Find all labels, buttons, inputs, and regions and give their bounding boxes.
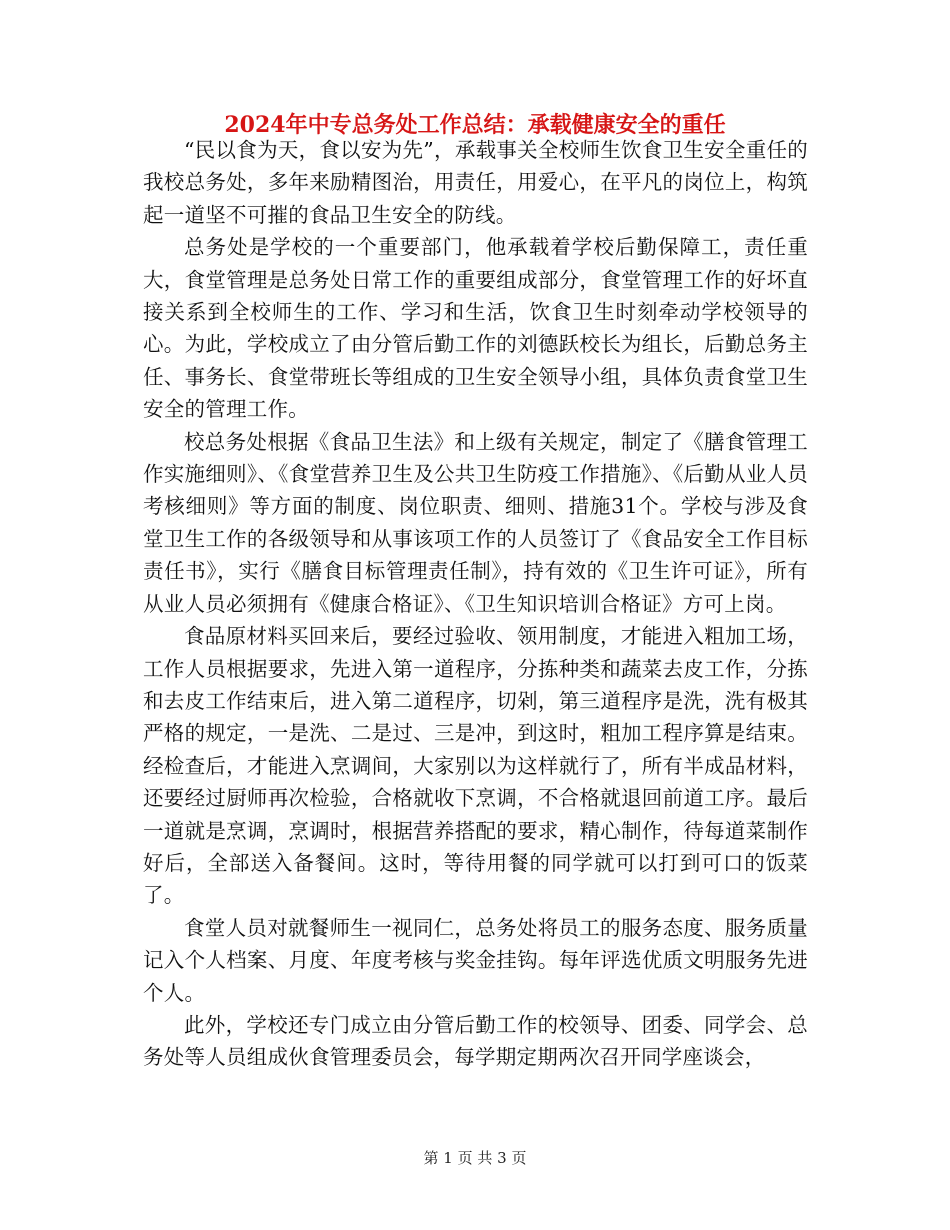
paragraph-4: 食品原材料买回来后，要经过验收、领用制度，才能进入粗加工场，工作人员根据要求，先进入第一道程序，分拣种类和蔬菜去皮工作，分拣和去皮工作结束后，进入第二道程序，切剁，第三道程序是洗，洗有极其严格的规定，一是洗、二是过、三是冲，到这时，粗加工程序算是结束。经检查后，才能进入烹调间，大家别以为这样就行了，所有半成品材料，还要经过厨师再次检验，合格就收下烹调，不合格就退回前道工序。最后一道就是烹调，烹调时，根据营养搭配的要求，精心制作，待每道菜制作好后，全部送入备餐间。这时，等待用餐的同学就可以打到可口的饭菜了。: [143, 624, 808, 908]
page-footer: [0, 1148, 950, 1168]
paragraph-5: 食堂人员对就餐师生一视同仁，总务处将员工的服务态度、服务质量记入个人档案、月度、年度考核与奖金挂钩。每年评选优质文明服务先进个人。: [143, 915, 808, 1005]
paragraph-1: “民以食为天，食以安为先”，承载事关全校师生饮食卫生安全重任的我校总务处，多年来励精图治，用责任，用爱心，在平凡的岗位上，构筑起一道坚不可摧的食品卫生安全的防线。: [143, 138, 808, 227]
paragraph-6: 此外，学校还专门成立由分管后勤工作的校领导、团委、同学会、总务处等人员组成伙食管理委员会，每学期定期两次召开同学座谈会，: [143, 1012, 808, 1070]
document-title: 2024年中专总务处工作总结：承载健康安全的重任: [224, 112, 726, 138]
paragraph-3: 校总务处根据《食品卫生法》和上级有关规定，制定了《膳食管理工作实施细则》、《食堂营养卫生及公共卫生防疫工作措施》、《后勤从业人员考核细则》等方面的制度、岗位职责、细则、措施31个。学校与涉及食堂卫生工作的各级领导和从事该项工作的人员签订了《食品安全工作目标责任书》，实行《膳食目标管理责任制》，持有效的《卫生许可证》，所有从业人员必须拥有《健康合格证》、《卫生知识培训合格证》方可上岗。: [143, 429, 808, 616]
page-number-label: 第 1 页 共 3 页: [423, 1149, 527, 1167]
paragraph-2: 总务处是学校的一个重要部门，他承载着学校后勤保障工，责任重大，食堂管理是总务处日常工作的重要组成部分，食堂管理工作的好坏直接关系到全校师生的工作、学习和生活，饮食卫生时刻牵动学校领导的心。为此，学校成立了由分管后勤工作的刘德跃校长为组长，后勤总务主任、事务长、食堂带班长等组成的卫生安全领导小组，具体负责食堂卫生安全的管理工作。: [143, 235, 808, 422]
document-body: [143, 134, 808, 1074]
